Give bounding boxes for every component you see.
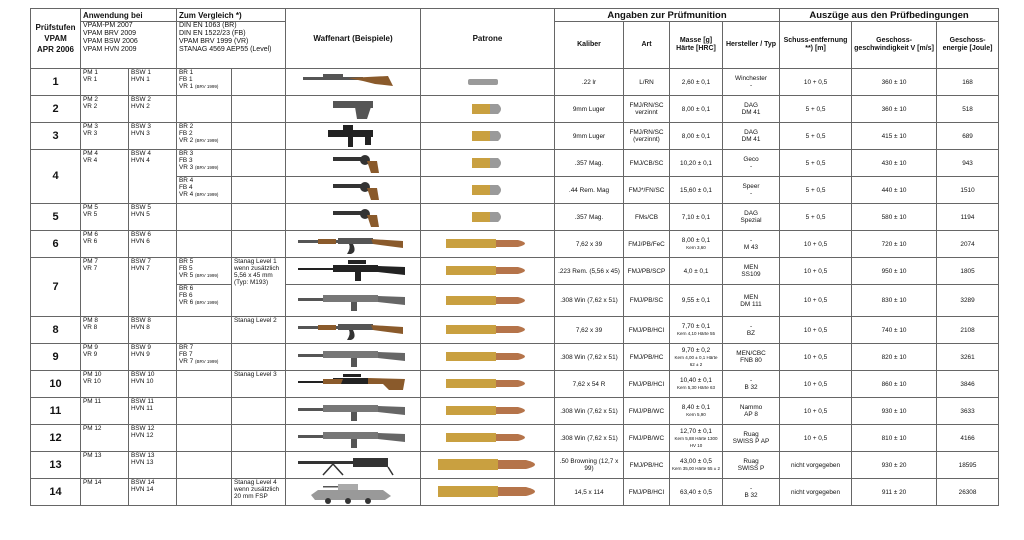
cartridge-image — [421, 150, 555, 177]
masse-cell: 43,00 ± 0,5 Kern 35,00 Härte 55 ± 2 — [670, 452, 723, 479]
cartridge-image — [421, 96, 555, 123]
art-cell: FMJ/PB/HC — [624, 452, 670, 479]
kaliber-cell: .308 Win (7,62 x 51) — [555, 398, 624, 425]
cartridge-image — [421, 317, 555, 344]
vergleich-cell: BR 7 FB 7 VR 7 (BRV 1999) — [177, 344, 232, 371]
energie-cell: 3261 — [937, 344, 999, 371]
weapon-image — [286, 231, 421, 258]
geschwindigkeit-cell: 950 ± 10 — [852, 258, 937, 285]
art-cell: FMJ*/FN/SC — [624, 177, 670, 204]
stufe-number: 11 — [31, 398, 81, 425]
hersteller-cell: Winchester - — [723, 69, 780, 96]
vergleich-cell: BR 3 FB 3 VR 3 (BRV 1999) — [177, 150, 232, 177]
vergleich-cell — [177, 425, 232, 452]
stanag-cell — [232, 123, 286, 150]
kaliber-cell: 9mm Luger — [555, 123, 624, 150]
art-cell: FMs/CB — [624, 204, 670, 231]
geschwindigkeit-cell: 360 ± 10 — [852, 96, 937, 123]
stanag-cell — [232, 452, 286, 479]
auszuege-header: Auszüge aus den Prüfbedingungen — [780, 9, 999, 22]
weapon-image — [286, 258, 421, 285]
cartridge-image — [421, 204, 555, 231]
bsw-list: BSW 7 HVN 7 — [129, 258, 177, 317]
stufe-number: 7 — [31, 258, 81, 317]
kaliber-cell: .22 lr — [555, 69, 624, 96]
energie-cell: 1805 — [937, 258, 999, 285]
art-cell: FMJ/PB/WC — [624, 398, 670, 425]
entfernung-header: Schuss-entfernung **) [m] — [780, 22, 852, 69]
geschwindigkeit-cell: 580 ± 10 — [852, 204, 937, 231]
masse-header: Masse [g] Härte [HRC] — [670, 22, 723, 69]
hersteller-cell: - BZ — [723, 317, 780, 344]
table-row — [31, 96, 999, 123]
pm-list: PM 7 VR 7 — [81, 258, 129, 317]
weapon-image — [286, 425, 421, 452]
hersteller-cell: DAG Spezial — [723, 204, 780, 231]
vergleich-cell — [177, 452, 232, 479]
pm-list: PM 5 VR 5 — [81, 204, 129, 231]
masse-cell: 10,40 ± 0,1 Kern 5,30 Härte 63 — [670, 371, 723, 398]
anwendung-header: Anwendung bei — [81, 9, 177, 22]
bsw-list: BSW 3 HVN 3 — [129, 123, 177, 150]
masse-cell: 15,60 ± 0,1 — [670, 177, 723, 204]
table-row — [31, 258, 999, 285]
hersteller-header: Hersteller / Typ — [723, 22, 780, 69]
bsw-list: BSW 2 HVN 2 — [129, 96, 177, 123]
energie-cell: 3846 — [937, 371, 999, 398]
hersteller-cell: - B 32 — [723, 371, 780, 398]
masse-cell: 8,40 ± 0,1 Kern 5,90 — [670, 398, 723, 425]
entfernung-cell: 5 + 0,5 — [780, 204, 852, 231]
stufe-number: 9 — [31, 344, 81, 371]
geschwindigkeit-cell: 415 ± 10 — [852, 123, 937, 150]
pm-list: PM 11 — [81, 398, 129, 425]
kaliber-cell: 7,62 x 39 — [555, 231, 624, 258]
weapon-image — [286, 123, 421, 150]
cartridge-image — [421, 371, 555, 398]
weapon-image — [286, 452, 421, 479]
masse-cell: 9,70 ± 0,2 Kern 4,00 ± 0,1 Härte 62 ± 2 — [670, 344, 723, 371]
cartridge-image — [421, 69, 555, 96]
bsw-list: BSW 9 HVN 9 — [129, 344, 177, 371]
stanag-cell — [232, 425, 286, 452]
art-cell: FMJ/PB/SC — [624, 285, 670, 317]
geschwindigkeit-cell: 930 ± 20 — [852, 452, 937, 479]
masse-cell: 10,20 ± 0,1 — [670, 150, 723, 177]
entfernung-cell: nicht vorgegeben — [780, 452, 852, 479]
stanag-cell — [232, 150, 286, 177]
masse-cell: 7,10 ± 0,1 — [670, 204, 723, 231]
pm-list: PM 6 VR 6 — [81, 231, 129, 258]
vergleich-header: Zum Vergleich *) — [177, 9, 286, 22]
stufe-number: 14 — [31, 479, 81, 506]
hersteller-cell: DAG DM 41 — [723, 96, 780, 123]
cartridge-image — [421, 258, 555, 285]
geschwindigkeit-cell: 860 ± 10 — [852, 371, 937, 398]
kaliber-cell: 7,62 x 54 R — [555, 371, 624, 398]
kaliber-cell: .308 Win (7,62 x 51) — [555, 425, 624, 452]
vergleich-cell — [177, 371, 232, 398]
hersteller-cell: DAG DM 41 — [723, 123, 780, 150]
pm-list: PM 8 VR 8 — [81, 317, 129, 344]
vergleich-cell — [177, 231, 232, 258]
vergleich-cell: BR 6 FB 6 VR 6 (BRV 1999) — [177, 285, 232, 317]
pm-list: PM 1 VR 1 — [81, 69, 129, 96]
pm-list: PM 2 VR 2 — [81, 96, 129, 123]
pm-list: PM 10 VR 10 — [81, 371, 129, 398]
masse-cell: 2,60 ± 0,1 — [670, 69, 723, 96]
entfernung-cell: 10 + 0,5 — [780, 425, 852, 452]
stufe-number: 12 — [31, 425, 81, 452]
stanag-cell: Stanag Level 4 wenn zusätzlich 20 mm FSP — [232, 479, 286, 506]
hersteller-cell: MEN DM 111 — [723, 285, 780, 317]
masse-cell: 7,70 ± 0,1 Kern 4,10 Härte 55 — [670, 317, 723, 344]
art-cell: FMJ/PB/HCI — [624, 317, 670, 344]
energie-cell: 943 — [937, 150, 999, 177]
energie-cell: 689 — [937, 123, 999, 150]
weapon-image — [286, 150, 421, 177]
art-cell: FMJ/RN/SC verzinnt — [624, 96, 670, 123]
weapon-image — [286, 479, 421, 506]
bsw-list: BSW 11 HVN 11 — [129, 398, 177, 425]
entfernung-cell: 10 + 0,5 — [780, 317, 852, 344]
energie-cell: 2074 — [937, 231, 999, 258]
art-cell: FMJ/RN/SC (verzinnt) — [624, 123, 670, 150]
table-row — [31, 123, 999, 150]
stanag-cell — [232, 231, 286, 258]
stufe-number: 8 — [31, 317, 81, 344]
entfernung-cell: 10 + 0,5 — [780, 285, 852, 317]
energie-cell: 26308 — [937, 479, 999, 506]
masse-cell: 8,00 ± 0,1 — [670, 96, 723, 123]
entfernung-cell: 5 + 0,5 — [780, 177, 852, 204]
stanag-cell — [232, 398, 286, 425]
vergleich-list: DIN EN 1063 (BR) DIN EN 1522/23 (FB) VPAM BRV 1999 (VR) STANAG 4569 AEP55 (Level) — [177, 22, 286, 69]
pm-list: PM 9 VR 9 — [81, 344, 129, 371]
anwendung-list: VPAM-PM 2007 VPAM BRV 2009 VPAM BSW 2006 VPAM HVN 2009 — [81, 22, 177, 69]
bsw-list: BSW 10 HVN 10 — [129, 371, 177, 398]
stufe-number: 13 — [31, 452, 81, 479]
kaliber-cell: 9mm Luger — [555, 96, 624, 123]
pm-list: PM 13 — [81, 452, 129, 479]
hersteller-cell: - B 32 — [723, 479, 780, 506]
waffenart-header: Waffenart (Beispiele) — [286, 9, 421, 69]
hersteller-cell: MEN SS109 — [723, 258, 780, 285]
stufe-number: 10 — [31, 371, 81, 398]
entfernung-cell: 10 + 0,5 — [780, 258, 852, 285]
art-header: Art — [624, 22, 670, 69]
kaliber-cell: .308 Win (7,62 x 51) — [555, 285, 624, 317]
stufe-number: 2 — [31, 96, 81, 123]
energie-cell: 3289 — [937, 285, 999, 317]
cartridge-image — [421, 123, 555, 150]
vergleich-cell: BR 1 FB 1 VR 1 (BRV 1999) — [177, 69, 232, 96]
vergleich-cell — [177, 479, 232, 506]
table-row — [31, 317, 999, 344]
art-cell: FMJ/PB/FeC — [624, 231, 670, 258]
energie-cell: 168 — [937, 69, 999, 96]
bsw-list: BSW 1 HVN 1 — [129, 69, 177, 96]
weapon-image — [286, 96, 421, 123]
table-row — [31, 452, 999, 479]
bsw-list: BSW 5 HVN 5 — [129, 204, 177, 231]
cartridge-image — [421, 425, 555, 452]
pm-list: PM 3 VR 3 — [81, 123, 129, 150]
art-cell: FMJ/PB/SCP — [624, 258, 670, 285]
bsw-list: BSW 8 HVN 8 — [129, 317, 177, 344]
bsw-list: BSW 13 HVN 13 — [129, 452, 177, 479]
stufe-number: 4 — [31, 150, 81, 204]
kaliber-cell: .223 Rem. (5,56 x 45) — [555, 258, 624, 285]
entfernung-cell: 10 + 0,5 — [780, 69, 852, 96]
entfernung-cell: 10 + 0,5 — [780, 231, 852, 258]
energie-cell: 1510 — [937, 177, 999, 204]
stanag-cell — [232, 96, 286, 123]
pm-list: PM 12 — [81, 425, 129, 452]
kaliber-cell: .50 Browning (12,7 x 99) — [555, 452, 624, 479]
entfernung-cell: 10 + 0,5 — [780, 344, 852, 371]
geschwindigkeit-cell: 740 ± 10 — [852, 317, 937, 344]
cartridge-image — [421, 231, 555, 258]
bsw-list: BSW 4 HVN 4 — [129, 150, 177, 204]
hersteller-cell: Ruag SWISS P AP — [723, 425, 780, 452]
cartridge-image — [421, 479, 555, 506]
energie-cell: 2108 — [937, 317, 999, 344]
stufe-number: 5 — [31, 204, 81, 231]
cartridge-image — [421, 344, 555, 371]
geschwindigkeit-cell: 911 ± 20 — [852, 479, 937, 506]
masse-cell: 12,70 ± 0,1 Kern 5,88 Härte 1300 HV 10 — [670, 425, 723, 452]
energie-cell: 1194 — [937, 204, 999, 231]
stanag-cell — [232, 69, 286, 96]
bsw-list: BSW 14 HVN 14 — [129, 479, 177, 506]
hersteller-cell: - M 43 — [723, 231, 780, 258]
weapon-image — [286, 317, 421, 344]
kaliber-cell: .357 Mag. — [555, 204, 624, 231]
weapon-image — [286, 177, 421, 204]
kaliber-cell: .357 Mag. — [555, 150, 624, 177]
entfernung-cell: 5 + 0,5 — [780, 123, 852, 150]
stanag-cell: Stanag Level 1 wenn zusätzlich 5,56 x 45 mm (Typ: M193) — [232, 258, 286, 317]
energie-cell: 3633 — [937, 398, 999, 425]
energie-header: Geschoss-energie [Joule] — [937, 22, 999, 69]
kaliber-cell: .308 Win (7,62 x 51) — [555, 344, 624, 371]
masse-cell: 8,00 ± 0,1 Kern 3,60 — [670, 231, 723, 258]
hersteller-cell: Ruag SWISS P — [723, 452, 780, 479]
entfernung-cell: nicht vorgegeben — [780, 479, 852, 506]
cartridge-image — [421, 177, 555, 204]
masse-cell: 8,00 ± 0,1 — [670, 123, 723, 150]
geschwindigkeit-cell: 720 ± 10 — [852, 231, 937, 258]
bsw-list: BSW 12 HVN 12 — [129, 425, 177, 452]
geschwindigkeit-header: Geschoss-geschwindigkeit V [m/s] — [852, 22, 937, 69]
stanag-cell: Stanag Level 2 — [232, 317, 286, 344]
masse-cell: 4,0 ± 0,1 — [670, 258, 723, 285]
kaliber-cell: 14,5 x 114 — [555, 479, 624, 506]
kaliber-cell: 7,62 x 39 — [555, 317, 624, 344]
pm-list: PM 14 — [81, 479, 129, 506]
table-row — [31, 177, 999, 204]
table-row — [31, 398, 999, 425]
table-row — [31, 371, 999, 398]
vergleich-cell: BR 4 FB 4 VR 4 (BRV 1999) — [177, 177, 232, 204]
table-row — [31, 204, 999, 231]
vergleich-cell — [177, 96, 232, 123]
masse-cell: 9,55 ± 0,1 — [670, 285, 723, 317]
hersteller-cell: MEN/CBC FNB 80 — [723, 344, 780, 371]
entfernung-cell: 5 + 0,5 — [780, 96, 852, 123]
entfernung-cell: 10 + 0,5 — [780, 371, 852, 398]
table-row — [31, 285, 999, 317]
vergleich-cell: BR 5 FB 5 VR 5 (BRV 1999) — [177, 258, 232, 285]
vpam-table — [30, 8, 999, 506]
cartridge-image — [421, 452, 555, 479]
vergleich-cell — [177, 204, 232, 231]
entfernung-cell: 10 + 0,5 — [780, 398, 852, 425]
kaliber-cell: .44 Rem. Mag — [555, 177, 624, 204]
energie-cell: 4166 — [937, 425, 999, 452]
pruefstufen-title: Prüfstufen VPAM APR 2006 — [31, 9, 81, 69]
table-wrapper — [30, 8, 998, 506]
kaliber-header: Kaliber — [555, 22, 624, 69]
hersteller-cell: Geco - — [723, 150, 780, 177]
stanag-cell — [232, 177, 286, 204]
art-cell: L/RN — [624, 69, 670, 96]
geschwindigkeit-cell: 830 ± 10 — [852, 285, 937, 317]
table-row — [31, 150, 999, 177]
stufe-number: 3 — [31, 123, 81, 150]
art-cell: FMJ/PB/WC — [624, 425, 670, 452]
art-cell: FMJ/PB/HCI — [624, 371, 670, 398]
stanag-cell — [232, 344, 286, 371]
art-cell: FMJ/PB/HCI — [624, 479, 670, 506]
table-row — [31, 425, 999, 452]
table-row — [31, 231, 999, 258]
energie-cell: 18595 — [937, 452, 999, 479]
bsw-list: BSW 6 HVN 6 — [129, 231, 177, 258]
geschwindigkeit-cell: 930 ± 10 — [852, 398, 937, 425]
weapon-image — [286, 69, 421, 96]
table-row — [31, 479, 999, 506]
patrone-header: Patrone — [421, 9, 555, 69]
stufe-number: 1 — [31, 69, 81, 96]
stanag-cell — [232, 204, 286, 231]
stanag-cell: Stanag Level 3 — [232, 371, 286, 398]
vergleich-cell — [177, 398, 232, 425]
energie-cell: 518 — [937, 96, 999, 123]
hersteller-cell: Nammo AP 8 — [723, 398, 780, 425]
geschwindigkeit-cell: 820 ± 10 — [852, 344, 937, 371]
weapon-image — [286, 344, 421, 371]
geschwindigkeit-cell: 360 ± 10 — [852, 69, 937, 96]
cartridge-image — [421, 398, 555, 425]
table-body — [31, 69, 999, 506]
stufe-number: 6 — [31, 231, 81, 258]
table-row — [31, 69, 999, 96]
pm-list: PM 4 VR 4 — [81, 150, 129, 204]
art-cell: FMJ/PB/HC — [624, 344, 670, 371]
entfernung-cell: 5 + 0,5 — [780, 150, 852, 177]
art-cell: FMJ/CB/SC — [624, 150, 670, 177]
geschwindigkeit-cell: 440 ± 10 — [852, 177, 937, 204]
vergleich-cell: BR 2 FB 2 VR 2 (BRV 1999) — [177, 123, 232, 150]
weapon-image — [286, 204, 421, 231]
cartridge-image — [421, 285, 555, 317]
geschwindigkeit-cell: 430 ± 10 — [852, 150, 937, 177]
weapon-image — [286, 285, 421, 317]
weapon-image — [286, 398, 421, 425]
hersteller-cell: Speer - — [723, 177, 780, 204]
geschwindigkeit-cell: 810 ± 10 — [852, 425, 937, 452]
munition-header: Angaben zur Prüfmunition — [555, 9, 780, 22]
table-row — [31, 344, 999, 371]
vergleich-cell — [177, 317, 232, 344]
masse-cell: 63,40 ± 0,5 — [670, 479, 723, 506]
weapon-image — [286, 371, 421, 398]
